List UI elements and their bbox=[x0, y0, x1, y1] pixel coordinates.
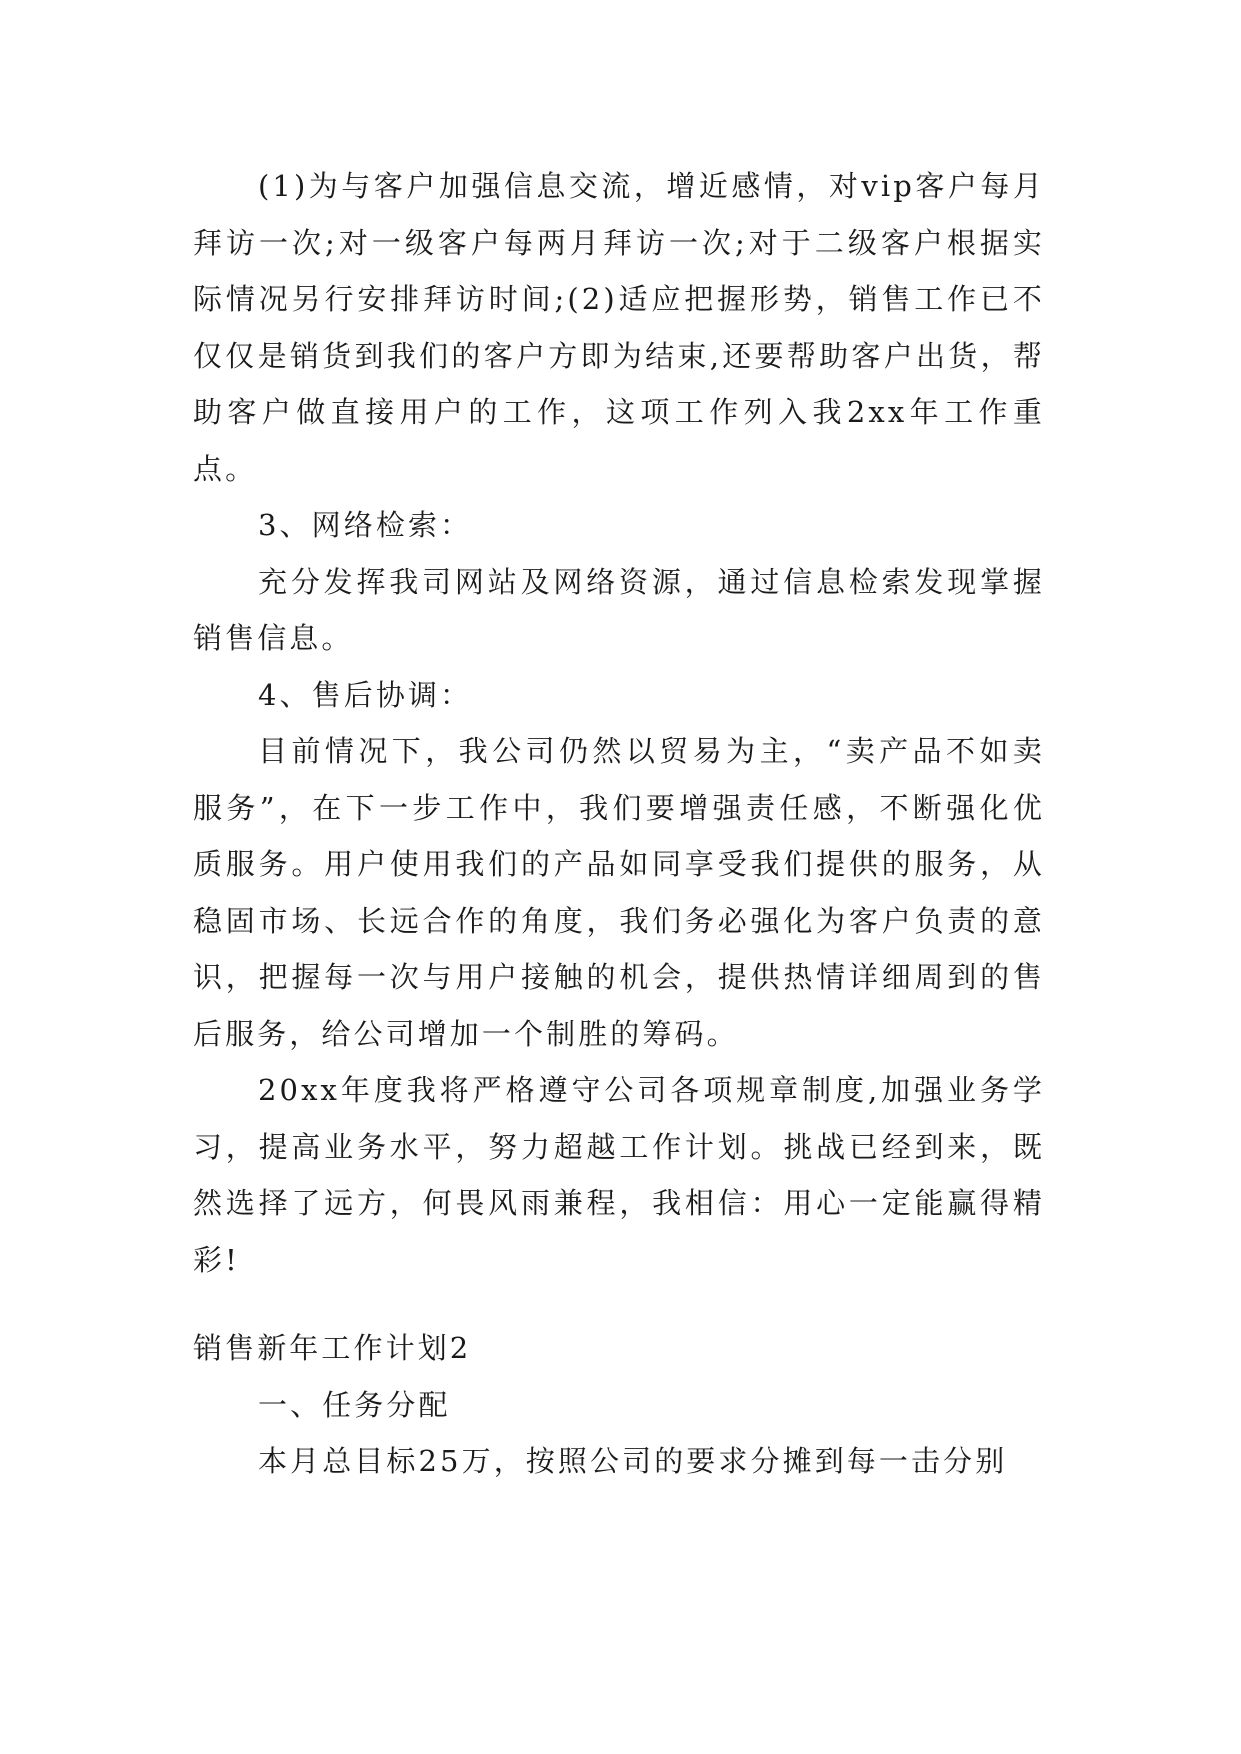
paragraph-year-commitment: 20xx年度我将严格遵守公司各项规章制度,加强业务学习，提高业务水平，努力超越工作计划。挑战已经到来，既然选择了远方，何畏风雨兼程，我相信：用心一定能赢得精彩! bbox=[193, 1073, 1045, 1277]
heading-network-search: 3、网络检索： bbox=[258, 508, 473, 542]
paragraph-after-sales: 目前情况下，我公司仍然以贸易为主，“卖产品不如卖服务”，在下一步工作中，我们要增强责任感，不断强化优质服务。用户使用我们的产品如同享受我们提供的服务，从稳固市场、长远合作的角度，我们务必强化为客户负责的意识，把握每一次与用户接触的机会，提供热情详细周到的售后服务，给公司增加一个制胜的筹码。 bbox=[193, 734, 1045, 1051]
paragraph-visit-plan: (1)为与客户加强信息交流，增近感情，对vip客户每月拜访一次;对一级客户每两月拜访一次;对于二级客户根据实际情况另行安排拜访时间;(2)适应把握形势，销售工作已不仅仅是销货到我们的客户方即为结束,还要帮助客户出货，帮助客户做直接用户的工作，这项工作列入我2xx年工作重点。 bbox=[193, 169, 1045, 486]
paragraph-network-search: 充分发挥我司网站及网络资源，通过信息检索发现掌握销售信息。 bbox=[193, 564, 1045, 655]
paragraph-monthly-target: 本月总目标25万，按照公司的要求分摊到每一击分别 bbox=[258, 1444, 1008, 1478]
document-body bbox=[193, 158, 1045, 1490]
section-title: 销售新年工作计划2 bbox=[193, 1331, 472, 1365]
heading-task-allocation: 一、任务分配 bbox=[258, 1387, 451, 1422]
heading-after-sales: 4、售后协调： bbox=[258, 677, 473, 712]
